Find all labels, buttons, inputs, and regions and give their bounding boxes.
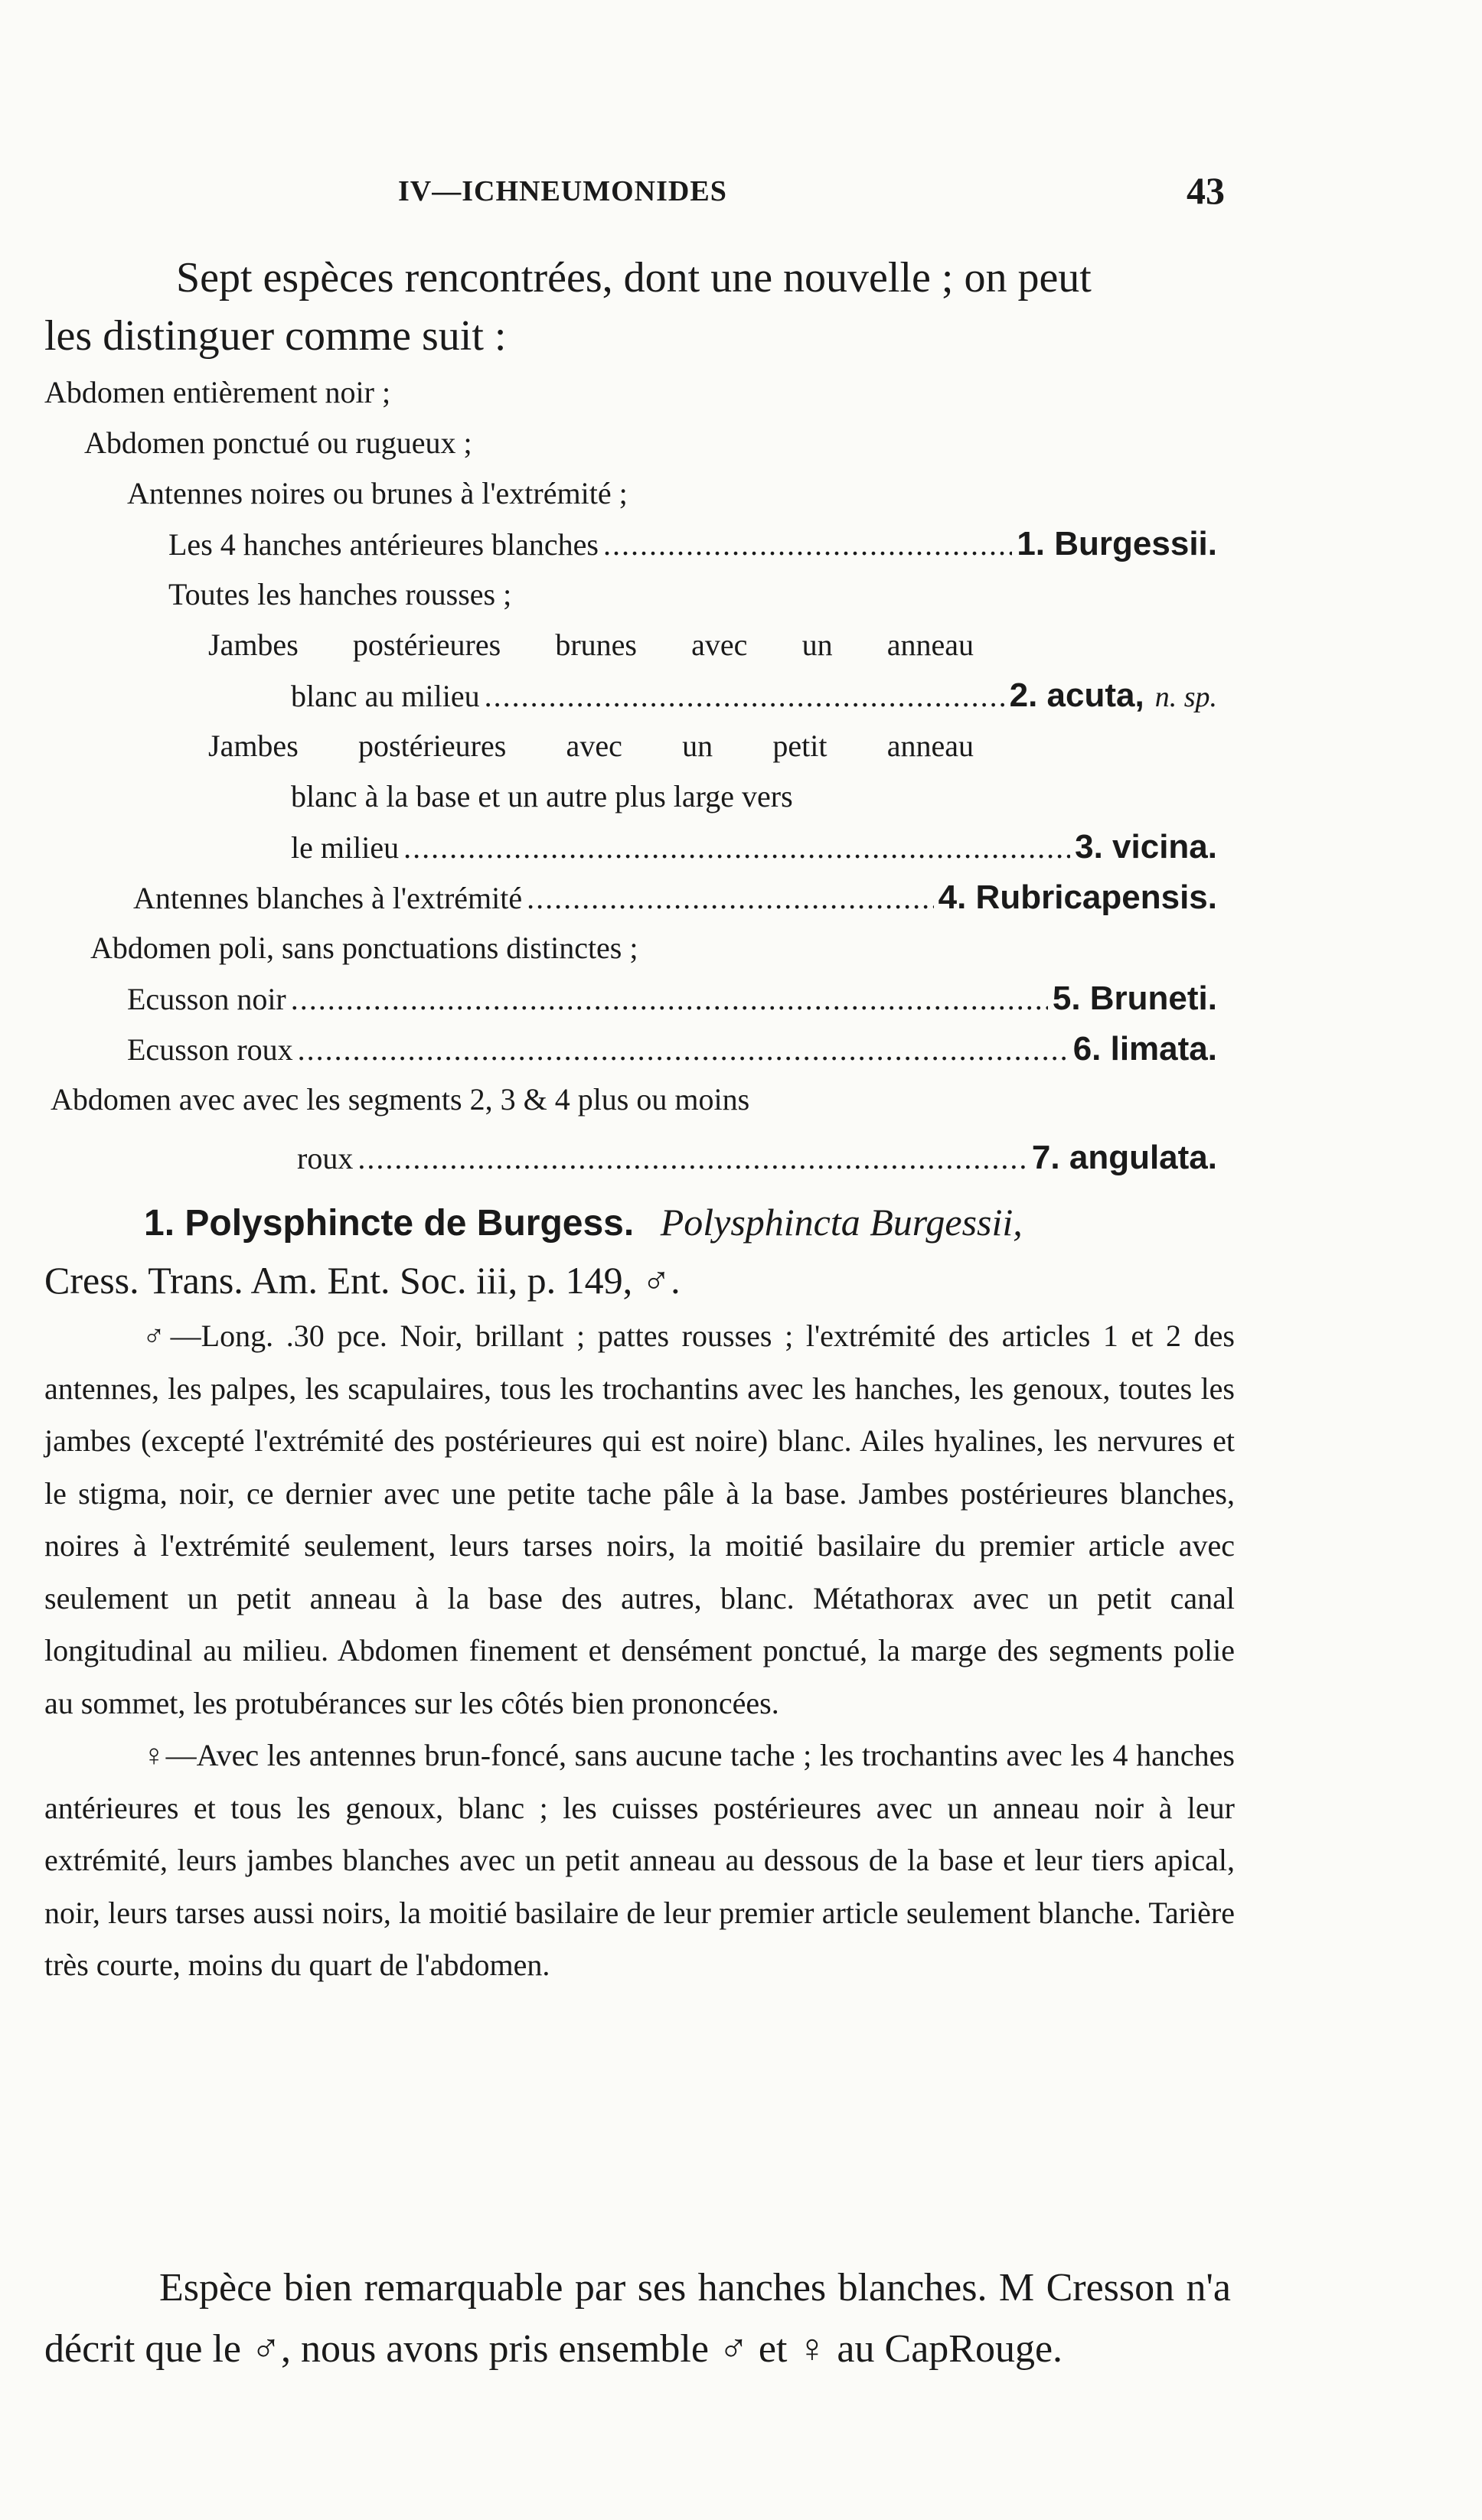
intro-paragraph (44, 249, 1231, 365)
key-text: roux (297, 1141, 354, 1175)
key-text: Les 4 hanches antérieures blanches (168, 527, 599, 562)
closing-paragraph (44, 2258, 1231, 2380)
leader-dots (527, 873, 934, 924)
key-taxon: 3. vicina. (1075, 828, 1217, 866)
leader-dots (357, 1133, 1027, 1184)
species-citation: Cress. Trans. Am. Ent. Soc. iii, p. 149, ♂. (44, 1259, 681, 1302)
key-line-species-4 (133, 872, 1217, 923)
key-taxon: 5. Bruneti. (1052, 980, 1217, 1017)
key-text: blanc au milieu (291, 679, 480, 713)
closing-text: Espèce bien remarquable par ses hanches blanches. M Cresson n'a décrit que le ♂, nous avons pris ensemble ♂ et ♀ au CapRouge. (44, 2266, 1231, 2371)
species-latin-name: Polysphincta Burgessii, (660, 1201, 1023, 1244)
key-line-species-7 (297, 1133, 1217, 1183)
key-taxon: 7. angulata. (1031, 1139, 1217, 1176)
intro-line: Sept espèces rencontrées, dont une nouvelle ; on peut (176, 254, 1092, 302)
species-description (44, 1310, 1235, 1992)
key-text: Antennes blanches à l'extrémité (133, 881, 523, 915)
leader-dots (603, 520, 1012, 570)
leader-dots (298, 1025, 1069, 1075)
page-number: 43 (1187, 169, 1225, 212)
key-line-species-6 (127, 1024, 1217, 1074)
key-line: Toutes les hanches rousses ; (168, 577, 512, 611)
species-name-line (44, 1194, 1231, 1252)
key-line: Abdomen ponctué ou rugueux ; (84, 425, 472, 460)
key-line: Abdomen poli, sans ponctuations distinctes ; (90, 931, 638, 965)
leader-dots (291, 974, 1048, 1025)
key-line-species-5 (127, 973, 1217, 1024)
leader-dots (403, 823, 1070, 873)
key-text: Ecusson noir (127, 982, 286, 1016)
male-description: ♂—Long. .30 pce. Noir, brillant ; pattes rousses ; l'extrémité des articles 1 et 2 des antennes, les palpes, les scapulaires, tous les trochantins avec les hanches, les genoux, toutes les jambes (excepté l'extrémité des postérieures qui est noire) blanc. Ailes hyalines, les nervures et le stigma, noir, ce dernier avec une petite tache pâle à la base. Jambes postérieures blanches, noires à l'extrémité seulement, leurs tarses noirs, la moitié basilaire du premier article avec seulement un petit anneau à la base des autres, blanc. Métathorax avec un petit canal longitudinal au milieu. Abdomen finement et densément ponctué, la marge des segments polie au sommet, les protubérances sur les côtés bien prononcées. (44, 1319, 1235, 1720)
intro-line: les distinguer comme suit : (44, 312, 507, 360)
key-line: Jambes postérieures brunes avec un anneau (208, 628, 974, 662)
key-line: Abdomen avec avec les segments 2, 3 & 4 plus ou moins (51, 1082, 750, 1117)
key-text: Ecusson roux (127, 1032, 293, 1067)
running-title: IV—ICHNEUMONIDES (398, 175, 727, 207)
key-line: Jambes postérieures avec un petit anneau (208, 729, 974, 763)
key-line: blanc à la base et un autre plus large vers (291, 779, 793, 813)
key-taxon: 1. Burgessii. (1017, 525, 1217, 562)
key-taxon: 4. Rubricapensis. (938, 879, 1217, 916)
key-line-species-2 (291, 670, 1217, 721)
key-text: le milieu (291, 830, 400, 865)
species-heading (44, 1194, 1231, 1309)
key-line: Antennes noires ou brunes à l'extrémité ; (127, 476, 628, 510)
female-description: ♀—Avec les antennes brun-foncé, sans aucune tache ; les trochantins avec les 4 hanches antérieures et tous les genoux, blanc ; les cuisses postérieures avec un anneau noir à leur extrémité, leurs jambes blanches avec un petit anneau au dessous de la base et leur tiers apical, noir, leurs tarses aussi noirs, la moitié basilaire de leur premier article seulement blanche. Tarière très courte, moins du quart de l'abdomen. (44, 1738, 1235, 1982)
running-head (398, 169, 1225, 220)
leader-dots (485, 671, 1005, 722)
key-line: Abdomen entièrement noir ; (44, 375, 391, 409)
key-line-species-1 (168, 519, 1217, 569)
key-line-species-3 (291, 822, 1217, 872)
species-common-name: 1. Polysphincte de Burgess. (144, 1203, 635, 1244)
key-taxon: 2. acuta, (1009, 676, 1144, 714)
key-note: n. sp. (1154, 681, 1217, 713)
key-taxon: 6. limata. (1072, 1030, 1217, 1068)
